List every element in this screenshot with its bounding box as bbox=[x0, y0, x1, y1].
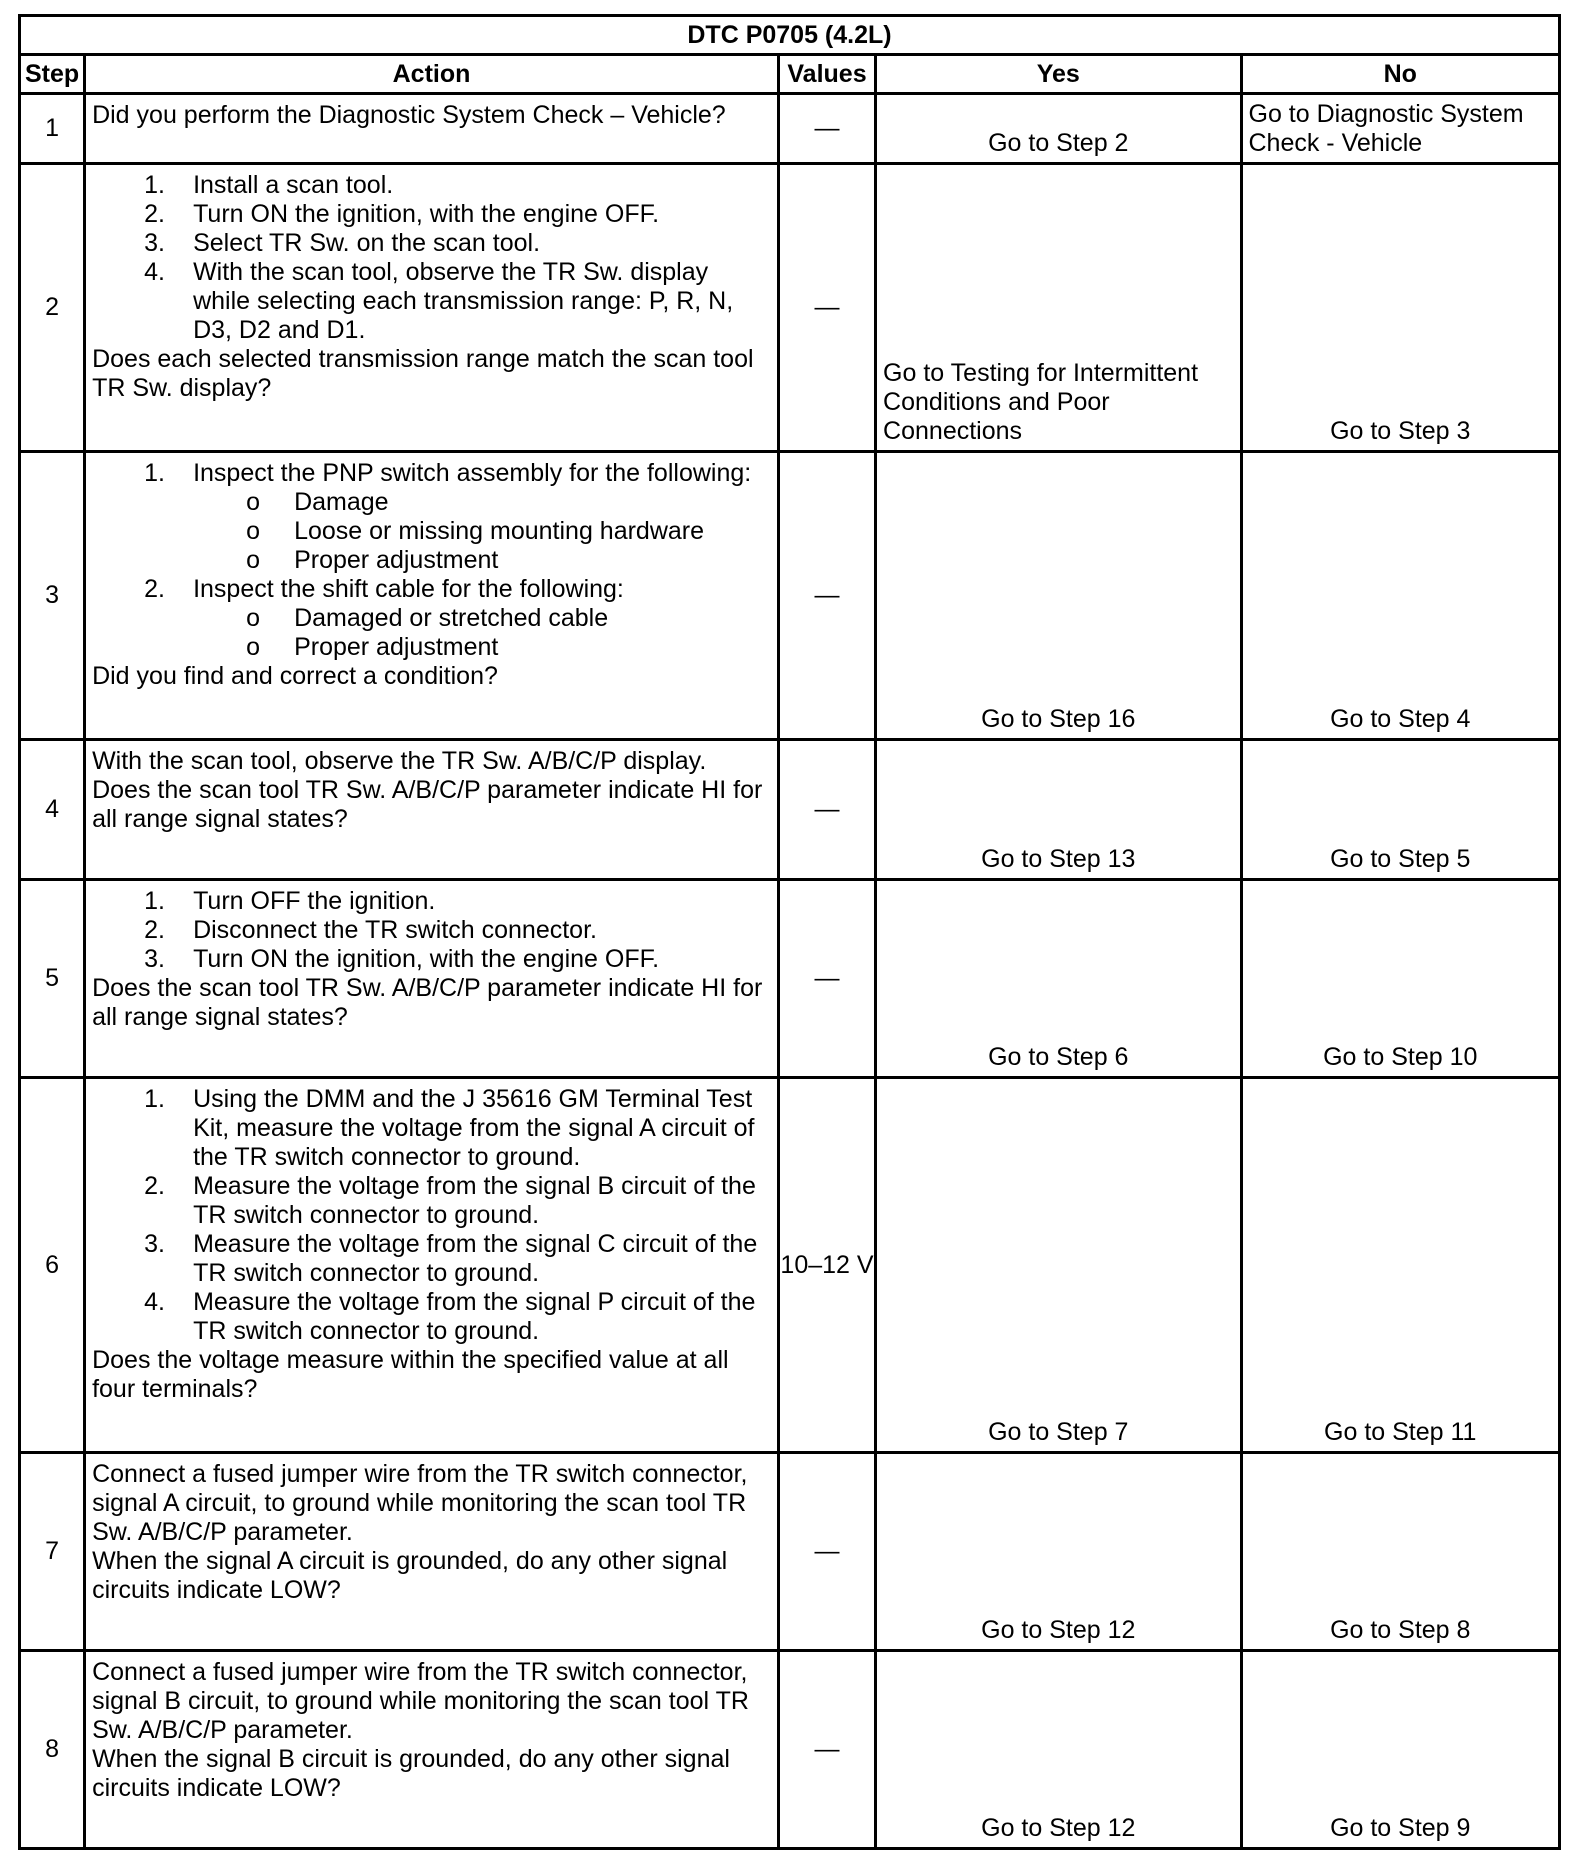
inspection-item bbox=[92, 604, 771, 633]
no-result: Go to Step 5 bbox=[1241, 740, 1560, 880]
no-result: Go to Step 3 bbox=[1241, 164, 1560, 452]
procedure-step-text: Using the DMM and the J 35616 GM Terminal Test Kit, measure the voltage from the signal A circuit of the TR switch connector to ground. bbox=[193, 1085, 755, 1171]
procedure-step-number: 2. bbox=[144, 916, 165, 944]
procedure-list bbox=[92, 171, 771, 345]
procedure-step bbox=[92, 200, 771, 229]
header-row bbox=[20, 55, 1560, 94]
step-number: 3 bbox=[20, 452, 85, 740]
no-result: Go to Step 4 bbox=[1241, 452, 1560, 740]
procedure-step-text: Install a scan tool. bbox=[193, 171, 394, 199]
table-row bbox=[20, 1651, 1560, 1849]
action-text: Did you perform the Diagnostic System Check – Vehicle? bbox=[92, 101, 726, 129]
values-cell: — bbox=[778, 880, 875, 1078]
yes-result: Go to Step 7 bbox=[876, 1078, 1241, 1453]
procedure-step-text: With the scan tool, observe the TR Sw. display while selecting each transmission range: P, R, N, D3, D2 and D1. bbox=[193, 258, 734, 344]
no-result: Go to Diagnostic System Check - Vehicle bbox=[1241, 94, 1560, 164]
question-text: Does the voltage measure within the specified value at all four terminals? bbox=[92, 1346, 729, 1403]
inspection-item bbox=[92, 546, 771, 575]
bullet-icon: o bbox=[246, 546, 260, 574]
values-cell: — bbox=[778, 1453, 875, 1651]
step-number: 1 bbox=[20, 94, 85, 164]
procedure-step-number: 1. bbox=[144, 1085, 165, 1113]
procedure-step bbox=[92, 575, 771, 662]
yes-result: Go to Step 2 bbox=[876, 94, 1241, 164]
bullet-icon: o bbox=[246, 633, 260, 661]
procedure-step-number: 1. bbox=[144, 459, 165, 487]
action-cell bbox=[85, 1078, 779, 1453]
inspection-list bbox=[193, 488, 771, 575]
inspection-item-text: Damaged or stretched cable bbox=[294, 604, 609, 632]
header-yes: Yes bbox=[876, 55, 1241, 94]
procedure-list bbox=[92, 459, 771, 662]
procedure-step-text: Turn ON the ignition, with the engine OFF. bbox=[193, 945, 660, 973]
table-row bbox=[20, 740, 1560, 880]
procedure-step-text: Turn ON the ignition, with the engine OFF. bbox=[193, 200, 660, 228]
question-text: When the signal B circuit is grounded, do any other signal circuits indicate LOW? bbox=[92, 1745, 730, 1802]
procedure-step bbox=[92, 258, 771, 345]
procedure-step-text: Select TR Sw. on the scan tool. bbox=[193, 229, 541, 257]
procedure-step-number: 2. bbox=[144, 575, 165, 603]
no-result: Go to Step 9 bbox=[1241, 1651, 1560, 1849]
procedure-step bbox=[92, 1172, 771, 1230]
procedure-step-text: Inspect the PNP switch assembly for the following: bbox=[193, 459, 752, 487]
procedure-step-text: Turn OFF the ignition. bbox=[193, 887, 436, 915]
procedure-step-text: Inspect the shift cable for the following: bbox=[193, 575, 624, 603]
procedure-step bbox=[92, 1288, 771, 1346]
table-row bbox=[20, 880, 1560, 1078]
inspection-item bbox=[92, 633, 771, 662]
question-text: Does each selected transmission range match the scan tool TR Sw. display? bbox=[92, 345, 754, 402]
procedure-step-text: Measure the voltage from the signal P circuit of the TR switch connector to ground. bbox=[193, 1288, 756, 1345]
procedure-step bbox=[92, 916, 771, 945]
procedure-step-number: 2. bbox=[144, 1172, 165, 1200]
dtc-table bbox=[18, 14, 1561, 1850]
procedure-step bbox=[92, 945, 771, 974]
step-number: 2 bbox=[20, 164, 85, 452]
procedure-step bbox=[92, 229, 771, 258]
values-cell: 10–12 V bbox=[778, 1078, 875, 1453]
procedure-step-number: 1. bbox=[144, 887, 165, 915]
action-cell bbox=[85, 94, 779, 164]
no-result: Go to Step 8 bbox=[1241, 1453, 1560, 1651]
step-number: 7 bbox=[20, 1453, 85, 1651]
table-row bbox=[20, 1078, 1560, 1453]
procedure-step bbox=[92, 1230, 771, 1288]
table-row bbox=[20, 164, 1560, 452]
procedure-step bbox=[92, 171, 771, 200]
step-number: 5 bbox=[20, 880, 85, 1078]
yes-result: Go to Step 16 bbox=[876, 452, 1241, 740]
question-text: When the signal A circuit is grounded, do any other signal circuits indicate LOW? bbox=[92, 1547, 728, 1604]
inspection-item-text: Proper adjustment bbox=[294, 546, 499, 574]
action-text: With the scan tool, observe the TR Sw. A/B/C/P display. bbox=[92, 747, 707, 775]
procedure-step bbox=[92, 1085, 771, 1172]
table-row bbox=[20, 1453, 1560, 1651]
bullet-icon: o bbox=[246, 604, 260, 632]
values-cell: — bbox=[778, 94, 875, 164]
action-cell bbox=[85, 1651, 779, 1849]
action-cell bbox=[85, 740, 779, 880]
inspection-item bbox=[92, 488, 771, 517]
procedure-step-number: 3. bbox=[144, 945, 165, 973]
yes-result: Go to Step 13 bbox=[876, 740, 1241, 880]
procedure-step-number: 4. bbox=[144, 258, 165, 286]
no-result: Go to Step 10 bbox=[1241, 880, 1560, 1078]
bullet-icon: o bbox=[246, 488, 260, 516]
question-text: Did you find and correct a condition? bbox=[92, 662, 498, 690]
procedure-step-number: 4. bbox=[144, 1288, 165, 1316]
values-cell: — bbox=[778, 164, 875, 452]
values-cell: — bbox=[778, 452, 875, 740]
procedure-step-text: Measure the voltage from the signal B circuit of the TR switch connector to ground. bbox=[193, 1172, 756, 1229]
step-number: 6 bbox=[20, 1078, 85, 1453]
procedure-list bbox=[92, 1085, 771, 1346]
inspection-item-text: Proper adjustment bbox=[294, 633, 499, 661]
procedure-step-text: Measure the voltage from the signal C circuit of the TR switch connector to ground. bbox=[193, 1230, 758, 1287]
procedure-step-number: 3. bbox=[144, 229, 165, 257]
header-step: Step bbox=[20, 55, 85, 94]
header-no: No bbox=[1241, 55, 1560, 94]
inspection-item-text: Damage bbox=[294, 488, 389, 516]
header-values: Values bbox=[778, 55, 875, 94]
yes-result: Go to Testing for Intermittent Conditions and Poor Connections bbox=[876, 164, 1241, 452]
procedure-step-number: 2. bbox=[144, 200, 165, 228]
action-text: Connect a fused jumper wire from the TR switch connector, signal A circuit, to ground while monitoring the scan tool TR Sw. A/B/C/P parameter. bbox=[92, 1460, 748, 1546]
action-cell bbox=[85, 452, 779, 740]
action-cell bbox=[85, 164, 779, 452]
yes-result: Go to Step 6 bbox=[876, 880, 1241, 1078]
procedure-step-number: 3. bbox=[144, 1230, 165, 1258]
values-cell: — bbox=[778, 740, 875, 880]
question-text: Does the scan tool TR Sw. A/B/C/P parameter indicate HI for all range signal states? bbox=[92, 776, 763, 833]
yes-result: Go to Step 12 bbox=[876, 1651, 1241, 1849]
action-text: Connect a fused jumper wire from the TR switch connector, signal B circuit, to ground while monitoring the scan tool TR Sw. A/B/C/P parameter. bbox=[92, 1658, 749, 1744]
procedure-step-text: Disconnect the TR switch connector. bbox=[193, 916, 597, 944]
yes-result: Go to Step 12 bbox=[876, 1453, 1241, 1651]
values-cell: — bbox=[778, 1651, 875, 1849]
procedure-list bbox=[92, 887, 771, 974]
procedure-step bbox=[92, 887, 771, 916]
step-number: 4 bbox=[20, 740, 85, 880]
inspection-item-text: Loose or missing mounting hardware bbox=[294, 517, 705, 545]
question-text: Does the scan tool TR Sw. A/B/C/P parameter indicate HI for all range signal states? bbox=[92, 974, 763, 1031]
action-cell bbox=[85, 1453, 779, 1651]
header-action: Action bbox=[85, 55, 779, 94]
table-title: DTC P0705 (4.2L) bbox=[20, 16, 1560, 55]
action-cell bbox=[85, 880, 779, 1078]
inspection-item bbox=[92, 517, 771, 546]
table-row bbox=[20, 94, 1560, 164]
table-row bbox=[20, 452, 1560, 740]
step-number: 8 bbox=[20, 1651, 85, 1849]
procedure-step bbox=[92, 459, 771, 575]
no-result: Go to Step 11 bbox=[1241, 1078, 1560, 1453]
title-row bbox=[20, 16, 1560, 55]
inspection-list bbox=[193, 604, 771, 662]
bullet-icon: o bbox=[246, 517, 260, 545]
procedure-step-number: 1. bbox=[144, 171, 165, 199]
